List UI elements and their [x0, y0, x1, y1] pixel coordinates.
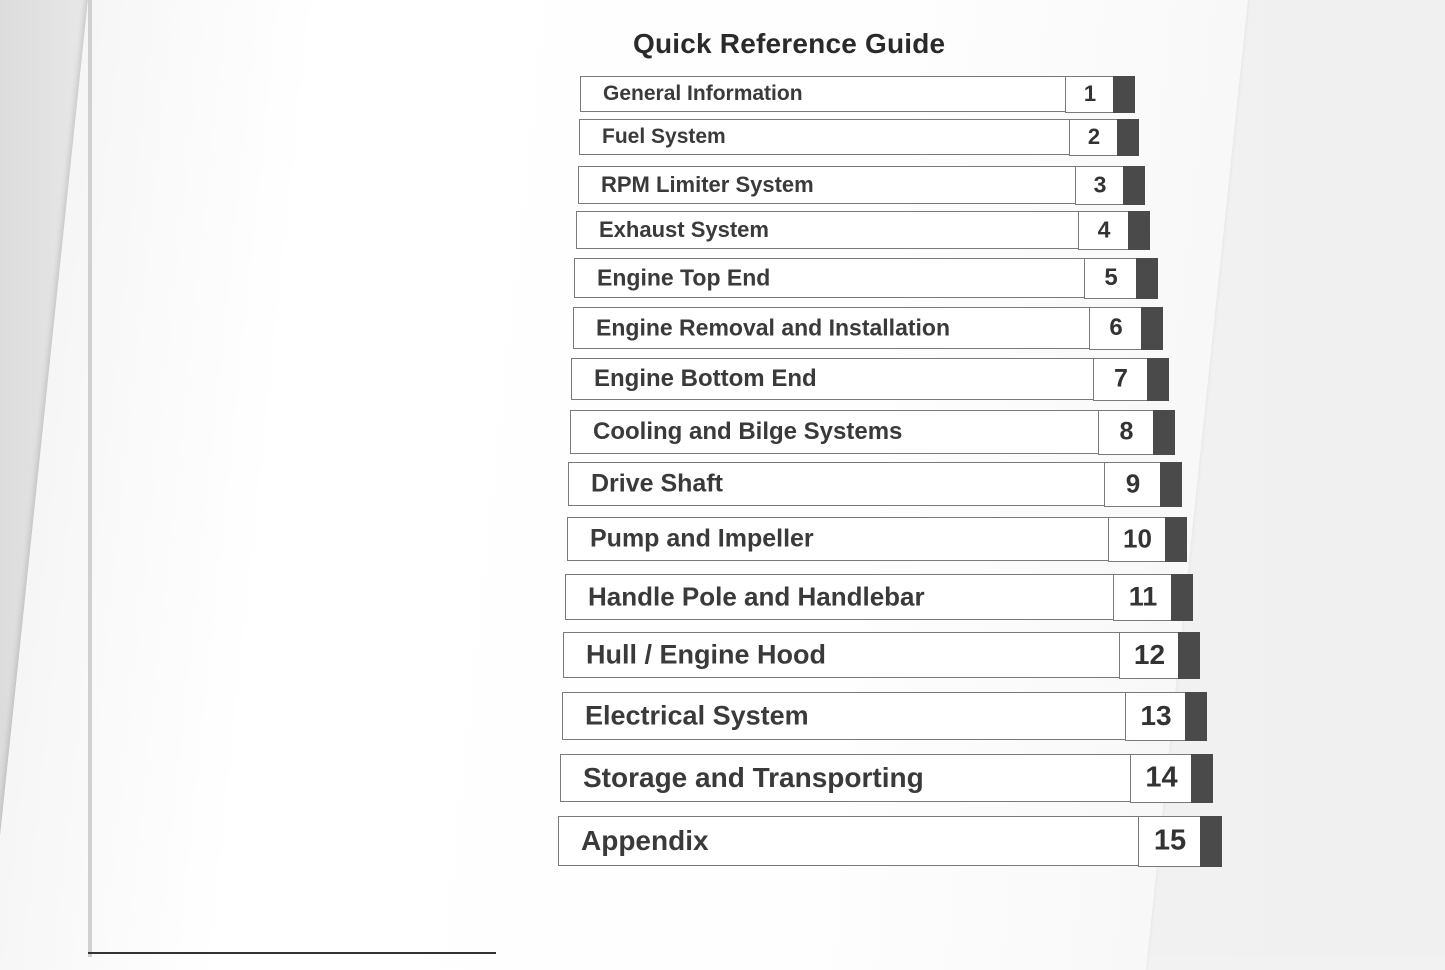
thumb-tab	[1123, 166, 1145, 205]
section-number-box	[1119, 632, 1179, 679]
thumb-tab	[1141, 307, 1163, 350]
thumb-tab	[1128, 211, 1150, 250]
section-label: Electrical System	[585, 700, 809, 731]
page-title: Quick Reference Guide	[633, 28, 946, 59]
section-number: 14	[1145, 761, 1178, 794]
section-number: 9	[1125, 468, 1141, 499]
section-number: 6	[1109, 314, 1123, 341]
thumb-tab	[1136, 258, 1158, 299]
thumb-tab	[1200, 816, 1222, 867]
section-number: 10	[1123, 523, 1152, 554]
thumb-tab	[1160, 462, 1182, 507]
section-number-box	[1113, 574, 1172, 621]
section-number: 7	[1114, 364, 1128, 393]
section-label: Engine Bottom End	[594, 365, 817, 392]
section-label: Exhaust System	[599, 217, 769, 242]
section-label: Pump and Impeller	[590, 524, 814, 553]
section-number-box	[1125, 692, 1186, 741]
section-label: Fuel System	[602, 125, 726, 148]
section-number: 11	[1128, 581, 1158, 612]
thumb-tab	[1191, 754, 1213, 803]
thumb-tab	[1178, 632, 1200, 679]
section-row[interactable]	[579, 119, 1116, 155]
thumb-tab	[1117, 119, 1139, 156]
section-label: Hull / Engine Hood	[586, 639, 826, 670]
section-label: Drive Shaft	[591, 469, 723, 498]
section-number: 15	[1153, 824, 1187, 857]
section-label: Handle Pole and Handlebar	[588, 581, 925, 612]
section-number: 2	[1087, 124, 1101, 149]
section-row[interactable]	[570, 410, 1152, 454]
section-number: 3	[1093, 171, 1107, 198]
section-row[interactable]	[562, 692, 1184, 740]
section-row[interactable]	[574, 258, 1135, 298]
section-label: Engine Top End	[597, 264, 771, 291]
thumb-tab	[1165, 517, 1187, 562]
page-edge	[88, 0, 92, 957]
section-number-box	[1104, 462, 1161, 507]
section-label: RPM Limiter System	[601, 172, 814, 197]
section-number-box	[1065, 76, 1114, 113]
section-label: Storage and Transporting	[583, 762, 924, 793]
thumb-tab	[1185, 692, 1207, 741]
section-row[interactable]	[565, 574, 1170, 620]
section-label: General Information	[603, 82, 803, 105]
section-row[interactable]	[567, 517, 1164, 561]
section-number: 5	[1104, 264, 1118, 291]
section-label: Engine Removal and Installation	[596, 314, 951, 341]
section-row[interactable]	[571, 358, 1146, 400]
section-row[interactable]	[568, 462, 1159, 506]
section-number-box	[1098, 410, 1154, 455]
thumb-tab	[1147, 358, 1169, 401]
section-number-box	[1075, 166, 1124, 205]
section-number: 1	[1083, 81, 1097, 106]
section-number-box	[1108, 517, 1166, 562]
bottom-rule	[88, 952, 496, 954]
thumb-tab	[1171, 574, 1193, 621]
section-number-box	[1069, 119, 1118, 156]
section-number: 13	[1140, 700, 1172, 731]
thumb-tab	[1153, 410, 1175, 455]
section-number-box	[1138, 816, 1201, 867]
thumb-tab	[1113, 76, 1135, 113]
section-row[interactable]	[558, 816, 1199, 866]
section-number-box	[1084, 258, 1137, 299]
section-number-box	[1078, 211, 1129, 250]
section-number-box	[1130, 754, 1192, 803]
section-number-box	[1093, 358, 1148, 401]
section-row[interactable]	[576, 211, 1127, 249]
section-label: Cooling and Bilge Systems	[593, 418, 903, 445]
section-row[interactable]	[563, 632, 1177, 678]
section-label: Appendix	[581, 825, 709, 856]
section-number-box	[1089, 307, 1142, 350]
section-number: 12	[1133, 639, 1166, 670]
section-row[interactable]	[580, 76, 1112, 112]
section-number: 8	[1119, 417, 1134, 446]
section-row[interactable]	[578, 166, 1122, 204]
section-row[interactable]	[560, 754, 1190, 802]
section-number: 4	[1097, 216, 1111, 243]
section-row[interactable]	[573, 307, 1140, 349]
